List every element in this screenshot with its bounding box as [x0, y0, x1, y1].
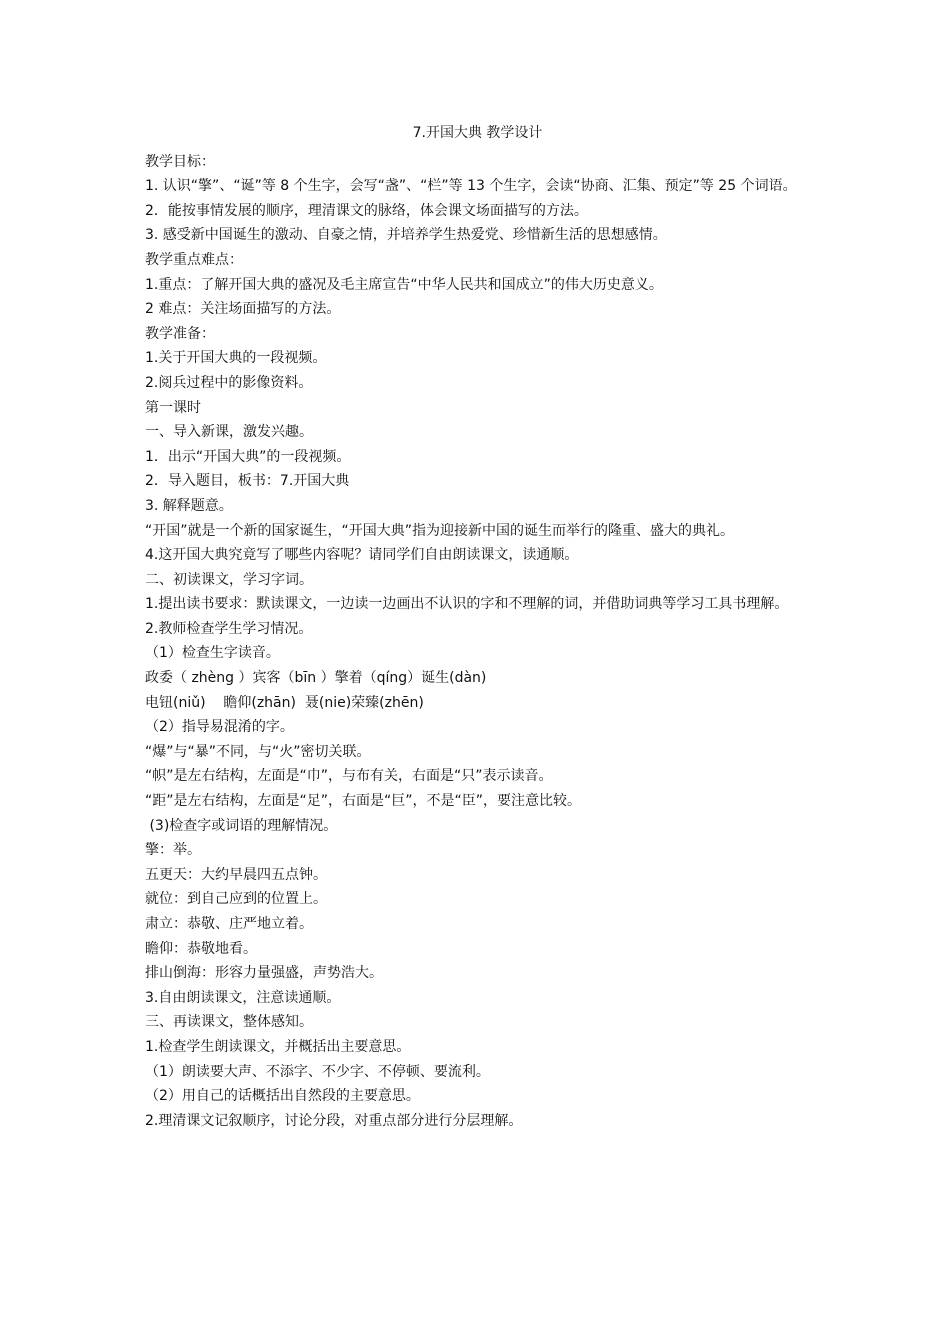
step-1-item-1: 1．出示“开国大典”的一段视频。	[145, 448, 351, 465]
step-2-item-2: 2.教师检查学生学习情况。	[145, 620, 313, 637]
step-heading-2: 二、初读课文，学习字词。	[145, 571, 313, 588]
preparation-item-2: 2.阅兵过程中的影像资料。	[145, 374, 313, 391]
definition-5: 瞻仰：恭敬地看。	[145, 940, 257, 957]
definition-2: 五更天：大约早晨四五点钟。	[145, 866, 327, 883]
sub-item-word-meaning: (3)检查字或词语的理解情况。	[145, 817, 338, 834]
step-1-item-2: 2．导入题目，板书：7.开国大典	[145, 473, 350, 490]
key-point-item-1: 1.重点：了解开国大典的盛况及毛主席宣告“中华人民共和国成立”的伟大历史意义。	[145, 276, 663, 293]
char-note-1: “爆”与“暴”不同，与“火”密切关联。	[145, 743, 371, 760]
definition-1: 擎：举。	[145, 842, 201, 859]
step-3-sub-item-2: （2）用自己的话概括出自然段的主要意思。	[145, 1088, 420, 1105]
section-heading-preparation: 教学准备：	[145, 325, 215, 342]
objective-item-1: 1. 认识“擎”、“诞”等 8 个生字，会写“盏”、“栏”等 13 个生字，会读“协商、汇集、预定”等 25 个词语。	[145, 178, 797, 195]
sub-item-pronunciation: （1）检查生字读音。	[145, 645, 280, 662]
step-1-item-4: 4.这开国大典究竟写了哪些内容呢？请同学们自由朗读课文，读通顺。	[145, 547, 579, 564]
key-point-item-2: 2 难点：关注场面描写的方法。	[145, 301, 341, 318]
pinyin-line-1: 政委（ zhèng ）宾客（bīn ）擎着（qíng）诞生(dàn)	[145, 670, 487, 687]
step-3-sub-item-1: （1）朗读要大声、不添字、不少字、不停顿、要流利。	[145, 1063, 490, 1080]
step-2-item-3: 3.自由朗读课文，注意读通顺。	[145, 989, 341, 1006]
document-body	[145, 121, 810, 1133]
step-3-item-2: 2.理清课文记叙顺序，讨论分段，对重点部分进行分层理解。	[145, 1112, 523, 1129]
section-heading-objectives: 教学目标：	[145, 153, 215, 170]
document-title: 7.开国大典 教学设计	[412, 125, 543, 141]
lesson-heading: 第一课时	[145, 399, 201, 416]
definition-3: 就位：到自己应到的位置上。	[145, 891, 327, 908]
step-3-item-1: 1.检查学生朗读课文，并概括出主要意思。	[145, 1038, 411, 1055]
definition-6: 排山倒海：形容力量强盛，声势浩大。	[145, 965, 383, 982]
char-note-2: “帜”是左右结构，左面是“巾”，与布有关，右面是“只”表示读音。	[145, 768, 553, 785]
title-explanation: “开国”就是一个新的国家诞生，“开国大典”指为迎接新中国的诞生而举行的隆重、盛大的典礼。	[145, 522, 735, 539]
objective-item-2: 2．能按事情发展的顺序，理清课文的脉络，体会课文场面描写的方法。	[145, 202, 588, 219]
step-1-item-3: 3. 解释题意。	[145, 497, 233, 514]
definition-4: 肃立：恭敬、庄严地立着。	[145, 916, 313, 932]
preparation-item-1: 1.关于开国大典的一段视频。	[145, 350, 327, 367]
step-heading-3: 三、再读课文，整体感知。	[145, 1014, 313, 1031]
step-2-item-1: 1.提出读书要求：默读课文，一边读一边画出不认识的字和不理解的词，并借助词典等学习工具书理解。	[145, 596, 789, 613]
char-note-3: “距”是左右结构，左面是“足”，右面是“巨”，不是“臣”，要注意比较。	[145, 793, 582, 810]
section-heading-key-points: 教学重点难点：	[145, 251, 243, 268]
pinyin-line-2: 电钮(niǔ) 瞻仰(zhān) 聂(nie)荣臻(zhēn)	[145, 694, 424, 711]
objective-item-3: 3. 感受新中国诞生的激动、自豪之情，并培养学生热爱党、珍惜新生活的思想感情。	[145, 227, 667, 244]
step-heading-1: 一、导入新课，激发兴趣。	[145, 424, 313, 441]
sub-item-confusing-chars: （2）指导易混淆的字。	[145, 719, 294, 736]
